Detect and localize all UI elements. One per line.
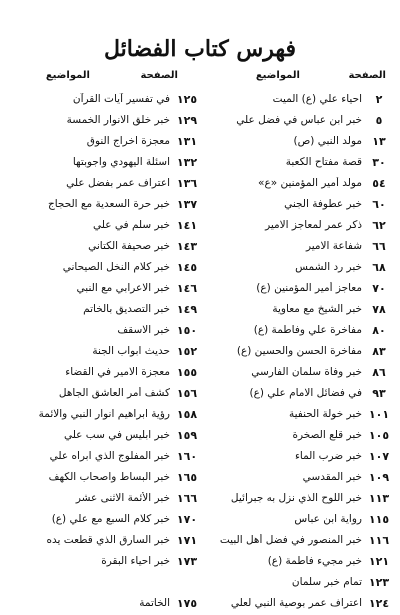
right-page-number: ٨٣ [372,345,386,358]
left-page-number: ١٢٩ [176,114,198,127]
left-page-number: ١٤٩ [176,303,198,316]
right-topic: خبر المنصور في فضل أهل البيت [219,534,362,546]
right-page-number: ٦٨ [372,261,386,274]
left-topic: خبر الاعرابي مع النبي [76,282,170,294]
right-topic: معاجز أمير المؤمنين (ع) [256,282,362,294]
index-row [0,489,400,510]
left-topic: خبر البساط واصحاب الكهف [48,471,170,483]
left-topic: خبر الأئمة الاثنى عشر [75,492,170,504]
index-row [0,321,400,342]
left-page-number: ١٣١ [176,135,198,148]
right-page-number: ١١٦ [368,534,390,547]
right-topic: خبر وفاة سلمان الفارسي [251,366,362,378]
index-row [0,216,400,237]
index-row [0,405,400,426]
right-topic: خبر ضرب الماء [294,450,362,462]
index-row [0,447,400,468]
header-topic-right: المواضيع [255,70,300,81]
right-page-number: ١٢٤ [368,597,390,610]
left-page-number: ١٥٩ [176,429,198,442]
left-topic: الخاتمة [139,597,170,609]
header-page-right: الصفحة [348,70,386,81]
right-page-number: ٧٠ [372,282,386,295]
right-page-number: ١١٥ [368,513,390,526]
left-topic: خبر كلام السبع مع علي (ع) [51,513,170,525]
right-topic: خبر خولة الحنفية [288,408,362,420]
page-title: فهرس كتاب الفضائل [103,36,296,62]
right-topic: خبر قلع الصخرة [292,429,362,441]
right-topic: خبر الشيخ مع معاوية [272,303,362,315]
right-topic: في فضائل الامام علي (ع) [249,387,362,399]
left-page-number: ١٣٦ [176,177,198,190]
left-page-number: ١٦٥ [176,471,198,484]
right-page-number: ٦٦ [372,240,386,253]
right-page-number: ١٠٥ [368,429,390,442]
right-topic: خبر ابن عباس في فضل علي [236,114,362,126]
right-page-number: ٥ [375,114,383,127]
left-topic: حديث ابواب الجنة [92,345,170,357]
right-topic: رواية ابن عباس [294,513,362,525]
right-topic: قصة مفتاح الكعبة [285,156,362,168]
right-topic: خبر اللوح الذي نزل به جبرائيل [230,492,362,504]
left-page-number: ١٢٥ [176,93,198,106]
left-page-number: ١٣٢ [176,156,198,169]
index-row [0,552,400,573]
right-topic: ذكر عمر لمعاجز الامير [265,219,362,231]
left-page-number: ١٦٦ [176,492,198,505]
right-topic: تمام خبر سلمان [291,576,362,588]
left-topic: معجزة الامير في القضاء [65,366,170,378]
right-topic: خبر عطوفة الجني [284,198,362,210]
right-page-number: ١٠٧ [368,450,390,463]
left-topic: خبر خلق الانوار الخمسة [66,114,170,126]
left-topic: اعتراف عمر بفضل علي [66,177,170,189]
left-page-number: ١٥٠ [176,324,198,337]
left-topic: خبر التصديق بالخاتم [83,303,170,315]
index-row [0,237,400,258]
right-page-number: ١٢١ [368,555,390,568]
index-row [0,594,400,615]
index-row [0,153,400,174]
index-row [0,573,400,594]
header-topic-left: المواضيع [45,70,90,81]
left-topic: خبر احياء البقرة [101,555,170,567]
left-topic: خبر كلام النخل الصيحاني [62,261,170,273]
index-row [0,363,400,384]
right-page-number: ١٠٩ [368,471,390,484]
right-topic: احياء علي (ع) الميت [272,93,362,105]
right-topic: شفاعة الامير [305,240,362,252]
index-row [0,111,400,132]
column-headers [0,70,400,86]
index-row [0,279,400,300]
left-topic: رؤية ابراهيم انوار النبي والائمة [38,408,170,420]
left-topic: اسئلة اليهودي واجوبتها [72,156,170,168]
right-page-number: ٨٠ [372,324,386,337]
left-page-number: ١٦٠ [176,450,198,463]
left-page-number: ١٥٨ [176,408,198,421]
index-row [0,426,400,447]
right-page-number: ٧٨ [372,303,386,316]
right-topic: مولد النبي (ص) [293,135,362,147]
left-page-number: ١٥٦ [176,387,198,400]
left-page-number: ١٤٦ [176,282,198,295]
left-page-number: ١٣٧ [176,198,198,211]
right-page-number: ١٠١ [368,408,390,421]
left-topic: معجزة اخراج النوق [86,135,170,147]
left-topic: في تفسير آيات القرآن [72,93,170,105]
left-page-number: ١٤١ [176,219,198,232]
left-page-number: ١٧١ [176,534,198,547]
index-row [0,300,400,321]
index-row [0,384,400,405]
right-page-number: ١١٣ [368,492,390,505]
index-row [0,174,400,195]
right-page-number: ٩٣ [372,387,386,400]
right-topic: مفاخرة الحسن والحسين (ع) [236,345,362,357]
left-topic: خبر حرة السعدية مع الحجاج [47,198,170,210]
index-row [0,90,400,111]
right-page-number: ٦٠ [372,198,386,211]
right-topic: خبر رد الشمس [295,261,362,273]
right-page-number: ١٢٣ [368,576,390,589]
left-page-number: ١٧٣ [176,555,198,568]
left-topic: خبر المفلوج الذي ابراه علي [49,450,170,462]
left-topic: كشف أمر العاشق الجاهل [58,387,170,399]
left-page-number: ١٥٢ [176,345,198,358]
index-row [0,342,400,363]
left-page-number: ١٧٠ [176,513,198,526]
right-page-number: ٢ [375,93,383,106]
index-row [0,195,400,216]
right-topic: مفاخرة علي وفاطمة (ع) [253,324,362,336]
left-topic: خبر السارق الذي قطعت يده [46,534,170,546]
index-row [0,510,400,531]
right-page-number: ٣٠ [372,156,386,169]
right-topic: اعتراف عمر بوصية النبي لعلي [230,597,362,609]
index-row [0,531,400,552]
index-row [0,468,400,489]
right-topic: خبر المقدسي [302,471,362,483]
left-topic: خبر سلم في علي [93,219,170,231]
index-row [0,258,400,279]
right-page-number: ٦٢ [372,219,386,232]
index-row [0,132,400,153]
index-table [0,90,400,615]
right-topic: مولد أمير المؤمنين «ع» [258,177,362,189]
left-page-number: ١٤٥ [176,261,198,274]
header-page-left: الصفحة [140,70,178,81]
left-page-number: ١٧٥ [176,597,198,610]
left-topic: خبر الاسقف [117,324,170,336]
left-page-number: ١٤٣ [176,240,198,253]
left-topic: خبر ابليس في سب علي [63,429,170,441]
right-page-number: ٨٦ [372,366,386,379]
left-page-number: ١٥٥ [176,366,198,379]
right-topic: خبر مجيء فاطمة (ع) [267,555,362,567]
right-page-number: ١٣ [372,135,386,148]
left-topic: خبر صحيفة الكتاني [88,240,170,252]
right-page-number: ٥٤ [372,177,386,190]
